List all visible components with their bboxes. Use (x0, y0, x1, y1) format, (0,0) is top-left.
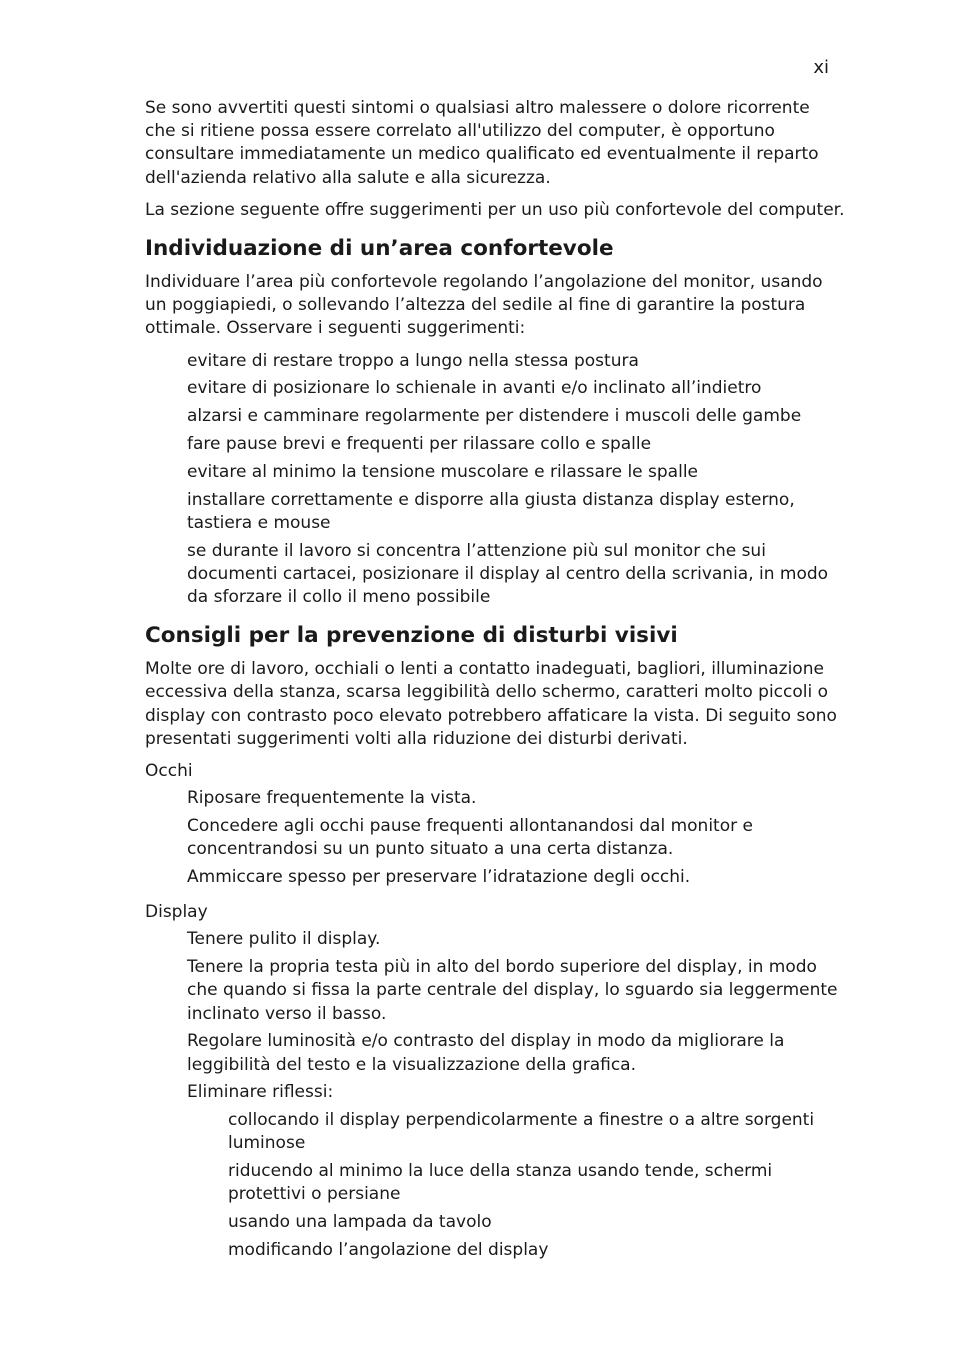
vision-paragraph: Molte ore di lavoro, occhiali o lenti a contatto inadeguati, bagliori, illuminazione eccessiva della stanza, scarsa leggibilità dello schermo, caratteri molto piccoli o display con contrasto poco elevato potrebbero affaticare la vista. Di seguito sono presentati suggerimenti volti alla riduzione dei disturbi derivati. (145, 659, 837, 749)
glare-tips-list (228, 1109, 845, 1262)
list-item: evitare di posizionare lo schienale in avanti e/o inclinato all’indietro (187, 378, 762, 399)
comfort-paragraph: Individuare l’area più confortevole regolando l’angolazione del monitor, usando un poggiapiedi, o sollevando l’altezza del sedile al fine di garantire la postura ottimale. Osservare i seguenti suggerimenti: (145, 272, 823, 339)
list-item: Regolare luminosità e/o contrasto del display in modo da migliorare la leggibilità del testo e la visualizzazione della grafica. (187, 1031, 785, 1075)
comfort-tips-list (187, 350, 845, 610)
list-item: Riposare frequentemente la vista. (187, 788, 477, 809)
display-label: Display (145, 902, 208, 923)
intro-paragraph-1: Se sono avvertiti questi sintomi o qualsiasi altro malessere o dolore ricorrente che si ritiene possa essere correlato all'utilizzo del computer, è opportuno consultare immediatamente un medico qualificato ed eventualmente il reparto dell'azienda relativo alla salute e alla sicurezza. (145, 98, 819, 188)
list-item: fare pause brevi e frequenti per rilassare collo e spalle (187, 434, 652, 455)
list-item: se durante il lavoro si concentra l’attenzione più sul monitor che sui documenti cartacei, posizionare il display al centro della scrivania, in modo da sforzare il collo il meno possibile (187, 540, 829, 608)
document-body (145, 97, 845, 1267)
list-item: Tenere la propria testa più in alto del bordo superiore del display, in modo che quando si fissa la parte centrale del display, lo sguardo sia leggermente inclinato verso il basso. (187, 957, 838, 1024)
list-item: Concedere agli occhi pause frequenti allontanandosi dal monitor e concentrandosi su un punto situato a una certa distanza. (187, 816, 753, 860)
eyes-tips-list (187, 787, 845, 889)
list-item: Tenere pulito il display. (187, 929, 381, 950)
list-item: Eliminare riflessi: (187, 1082, 334, 1103)
eyes-label: Occhi (145, 761, 193, 782)
list-item: modificando l’angolazione del display (228, 1240, 549, 1261)
intro-paragraph-2: La sezione seguente offre suggerimenti per un uso più confortevole del computer. (145, 199, 845, 220)
section-heading-comfort: Individuazione di un’area confortevole (145, 236, 614, 262)
list-item: riducendo al minimo la luce della stanza usando tende, schermi protettivi o persiane (228, 1161, 773, 1205)
list-item: collocando il display perpendicolarmente a finestre o a altre sorgenti luminose (228, 1110, 815, 1154)
list-item: installare correttamente e disporre alla giusta distanza display esterno, tastiera e mouse (187, 489, 795, 533)
list-item: usando una lampada da tavolo (228, 1212, 492, 1233)
page-number: xi (813, 57, 829, 78)
list-item: Ammiccare spesso per preservare l’idratazione degli occhi. (187, 867, 691, 888)
display-tips-list (187, 928, 845, 1104)
section-heading-vision: Consigli per la prevenzione di disturbi visivi (145, 623, 678, 649)
list-item: alzarsi e camminare regolarmente per distendere i muscoli delle gambe (187, 406, 802, 427)
list-item: evitare al minimo la tensione muscolare e rilassare le spalle (187, 461, 698, 482)
list-item: evitare di restare troppo a lungo nella stessa postura (187, 350, 639, 371)
